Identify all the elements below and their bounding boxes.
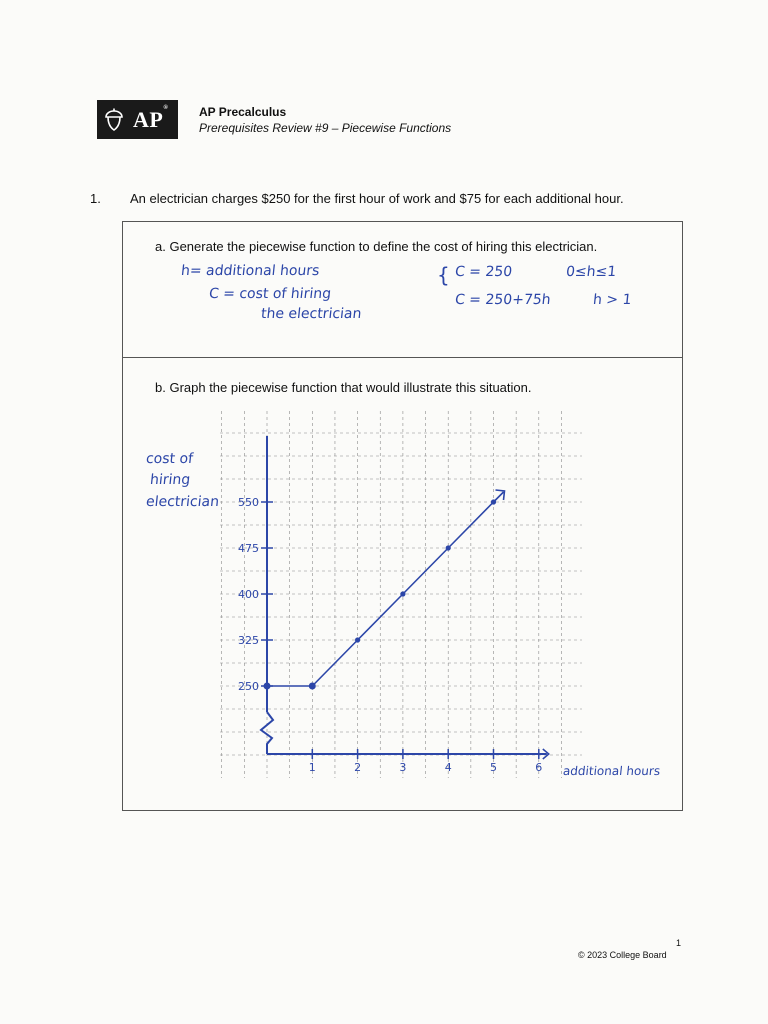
worksheet-subtitle: Prerequisites Review #9 – Piecewise Functions (199, 121, 452, 135)
handwritten-c-definition: C = cost of hiring (208, 286, 332, 302)
cost-series (264, 490, 505, 690)
handwritten-case2-expression: C = 250+75h (454, 292, 552, 308)
question-text: An electrician charges $250 for the first hour of work and $75 for each additional hour. (130, 191, 624, 206)
y-tick-label: 550 (238, 496, 259, 509)
handwritten-case1-expression: C = 250 (454, 264, 513, 280)
part-b-label: b. Graph the piecewise function that would illustrate this situation. (155, 380, 532, 395)
question-number: 1. (90, 191, 101, 206)
handwritten-h-definition: h= additional hours (180, 263, 321, 279)
y-tick-label: 475 (238, 542, 259, 555)
handwritten-y-label-line1: cost of (145, 451, 194, 467)
copyright: © 2023 College Board (578, 950, 667, 960)
data-point (309, 683, 316, 690)
handwritten-c-definition-cont: the electrician (260, 306, 363, 322)
data-point (355, 637, 360, 642)
handwritten-x-label: additional hours (562, 764, 661, 778)
graph-axes (261, 436, 549, 759)
handwritten-y-label-line2: hiring (149, 472, 192, 488)
logo-text: AP® (133, 104, 169, 132)
handwritten-case1-condition: 0≤h≤1 (565, 264, 617, 280)
x-tick-label: 2 (354, 761, 362, 774)
data-point (446, 545, 451, 550)
handwritten-case2-condition: h > 1 (592, 292, 633, 308)
data-point (264, 683, 271, 690)
x-tick-label: 4 (444, 761, 452, 774)
x-tick-label: 5 (490, 761, 497, 774)
data-point (400, 591, 405, 596)
page-number: 1 (676, 938, 682, 948)
part-a-label: a. Generate the piecewise function to define the cost of hiring this electrician. (155, 239, 598, 254)
y-tick-label: 325 (238, 634, 259, 647)
handwritten-y-label-line3: electrician (145, 494, 220, 510)
x-tick-label: 3 (399, 761, 407, 774)
x-tick-label: 1 (308, 761, 316, 774)
course-title: AP Precalculus (199, 105, 287, 119)
x-tick-label: 6 (535, 761, 543, 774)
data-point (491, 499, 496, 504)
y-tick-label: 400 (238, 588, 259, 601)
handwritten-brace-top: { (437, 263, 450, 287)
y-tick-label: 250 (238, 680, 259, 693)
